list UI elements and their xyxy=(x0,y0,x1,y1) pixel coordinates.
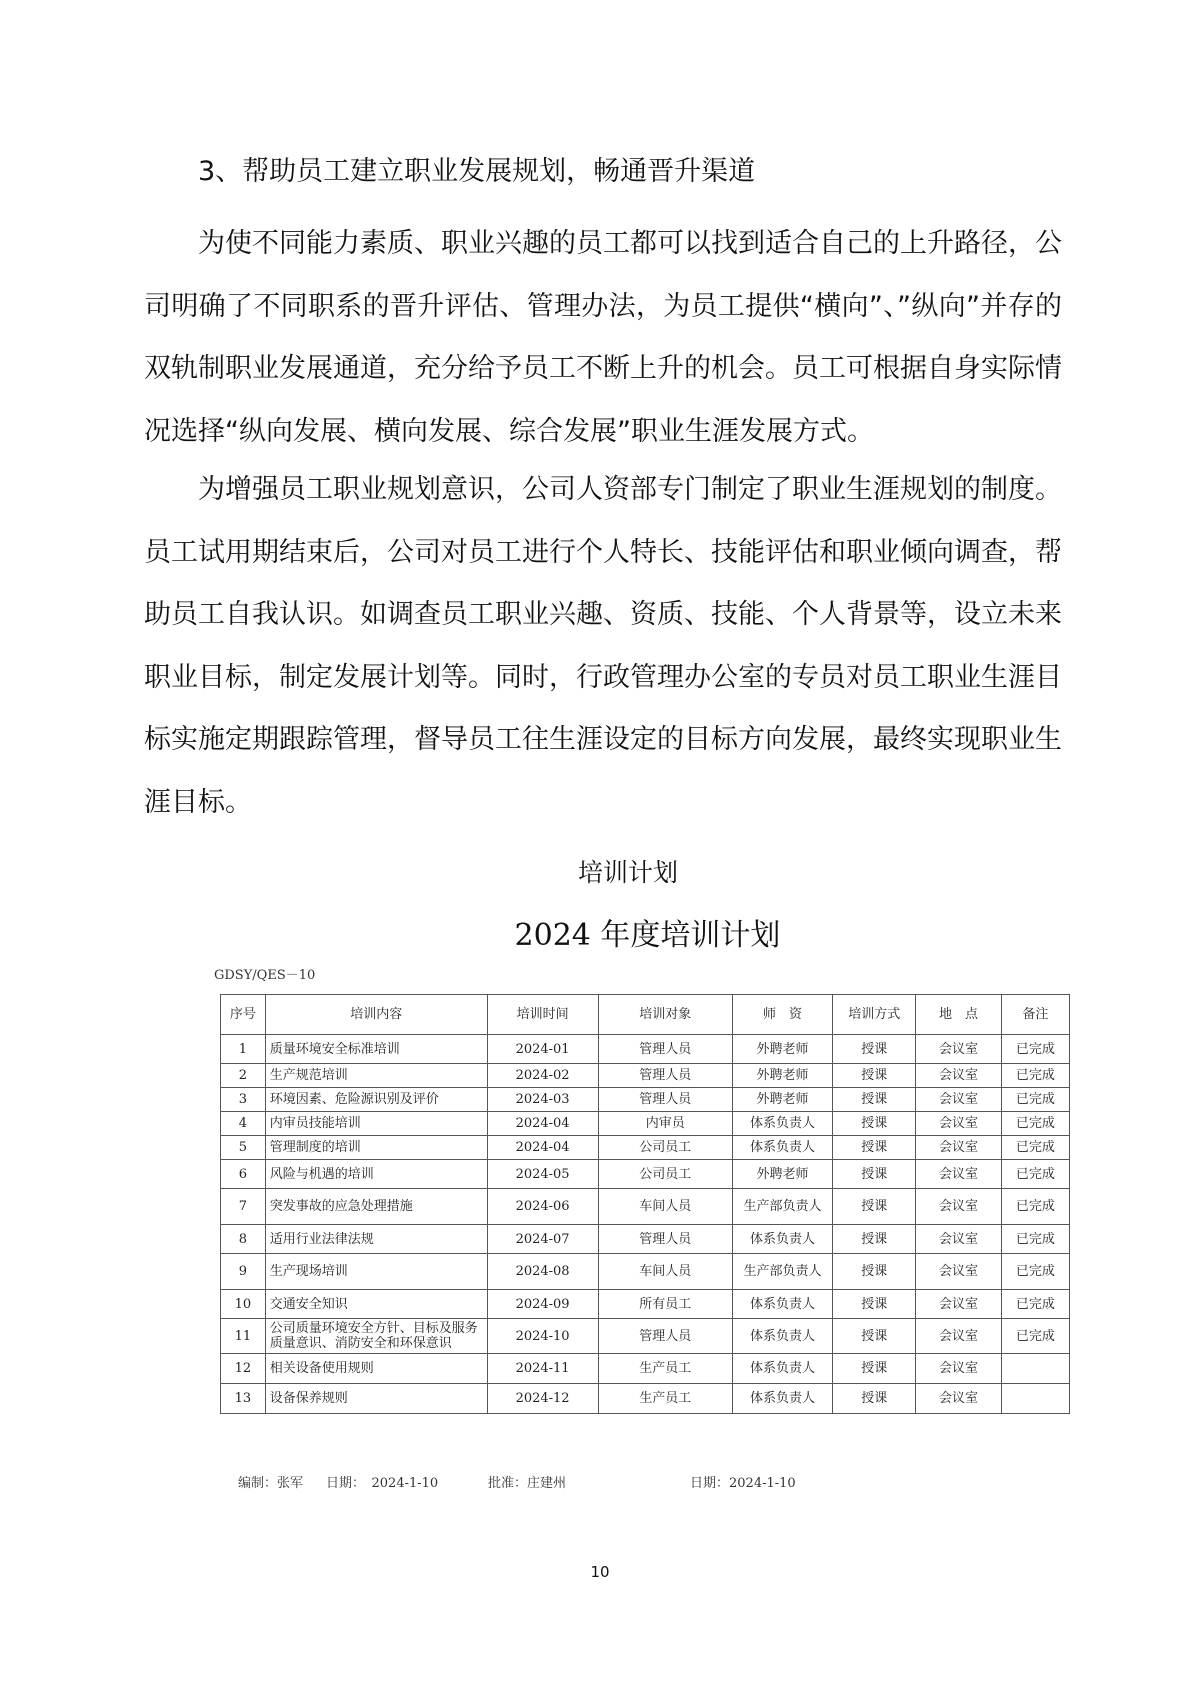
row-index: 11 xyxy=(221,1319,266,1354)
row-target: 管理人员 xyxy=(598,1225,732,1254)
row-location: 会议室 xyxy=(916,1384,1001,1414)
table-row xyxy=(221,1136,1070,1160)
row-trainer: 外聘老师 xyxy=(732,1088,832,1112)
row-method: 授课 xyxy=(833,1290,916,1319)
row-location: 会议室 xyxy=(916,1189,1001,1225)
paragraph-career-paths xyxy=(144,213,1062,463)
row-trainer: 生产部负责人 xyxy=(732,1189,832,1225)
figure-caption: 培训计划 xyxy=(577,858,678,887)
row-time: 2024-02 xyxy=(487,1064,598,1088)
row-index: 6 xyxy=(221,1160,266,1189)
row-index: 10 xyxy=(221,1290,266,1319)
row-index: 4 xyxy=(221,1112,266,1136)
section-heading: 3、帮助员工建立职业发展规划，畅通晋升渠道 xyxy=(198,156,756,187)
header-content: 培训内容 xyxy=(265,995,487,1035)
row-trainer: 生产部负责人 xyxy=(732,1254,832,1290)
table-row xyxy=(221,1112,1070,1136)
row-index: 13 xyxy=(221,1384,266,1414)
row-time: 2024-03 xyxy=(487,1088,598,1112)
row-time: 2024-01 xyxy=(487,1035,598,1064)
row-remark: 已完成 xyxy=(1001,1136,1069,1160)
table-row xyxy=(221,1225,1070,1254)
row-method: 授课 xyxy=(833,1354,916,1384)
row-content: 生产现场培训 xyxy=(265,1254,487,1290)
row-location: 会议室 xyxy=(916,1112,1001,1136)
row-time: 2024-08 xyxy=(487,1254,598,1290)
row-content: 适用行业法律法规 xyxy=(265,1225,487,1254)
row-time: 2024-10 xyxy=(487,1319,598,1354)
table-row xyxy=(221,1384,1070,1414)
row-index: 12 xyxy=(221,1354,266,1384)
row-method: 授课 xyxy=(833,1035,916,1064)
row-remark: 已完成 xyxy=(1001,1035,1069,1064)
row-trainer: 体系负责人 xyxy=(732,1112,832,1136)
row-content: 设备保养规则 xyxy=(265,1384,487,1414)
row-remark: 已完成 xyxy=(1001,1064,1069,1088)
table-row xyxy=(221,1035,1070,1064)
row-trainer: 外聘老师 xyxy=(732,1064,832,1088)
row-target: 生产员工 xyxy=(598,1354,732,1384)
row-content: 质量环境安全标准培训 xyxy=(265,1035,487,1064)
row-method: 授课 xyxy=(833,1189,916,1225)
prepared-by: 编制：张军 xyxy=(238,1476,304,1491)
row-method: 授课 xyxy=(833,1254,916,1290)
table-row xyxy=(221,1088,1070,1112)
training-plan-title: 2024 年度培训计划 xyxy=(514,918,781,953)
row-location: 会议室 xyxy=(916,1254,1001,1290)
row-location: 会议室 xyxy=(916,1290,1001,1319)
paragraph-career-paths-text: 为使不同能力素质、职业兴趣的员工都可以找到适合自己的上升路径，公司明确了不同职系的晋升评估、管理办法，为员工提供“横向”、”纵向”并存的双轨制职业发展通道，充分给予员工不断上升的机会。员工可根据自身实际情况选择“纵向发展、横向发展、综合发展”职业生涯发展方式。 xyxy=(144,228,1062,447)
row-content: 相关设备使用规则 xyxy=(265,1354,487,1384)
table-body xyxy=(221,1035,1070,1414)
row-method: 授课 xyxy=(833,1112,916,1136)
approved-by: 批准：庄建州 xyxy=(488,1476,567,1491)
row-index: 8 xyxy=(221,1225,266,1254)
row-method: 授课 xyxy=(833,1136,916,1160)
row-time: 2024-05 xyxy=(487,1160,598,1189)
row-remark: 已完成 xyxy=(1001,1290,1069,1319)
row-remark: 已完成 xyxy=(1001,1088,1069,1112)
row-trainer: 体系负责人 xyxy=(732,1354,832,1384)
row-location: 会议室 xyxy=(916,1136,1001,1160)
row-target: 车间人员 xyxy=(598,1254,732,1290)
row-remark: 已完成 xyxy=(1001,1319,1069,1354)
table-row xyxy=(221,1160,1070,1189)
row-target: 车间人员 xyxy=(598,1189,732,1225)
row-target: 生产员工 xyxy=(598,1384,732,1414)
row-index: 1 xyxy=(221,1035,266,1064)
row-content: 突发事故的应急处理措施 xyxy=(265,1189,487,1225)
row-index: 5 xyxy=(221,1136,266,1160)
page-number: 10 xyxy=(590,1563,610,1581)
row-index: 7 xyxy=(221,1189,266,1225)
training-plan-table xyxy=(220,994,1070,1414)
row-content: 管理制度的培训 xyxy=(265,1136,487,1160)
row-location: 会议室 xyxy=(916,1035,1001,1064)
row-target: 内审员 xyxy=(598,1112,732,1136)
table-row xyxy=(221,1290,1070,1319)
row-location: 会议室 xyxy=(916,1160,1001,1189)
table-footer xyxy=(238,1472,838,1490)
row-content: 公司质量环境安全方针、目标及服务质量意识、消防安全和环保意识 xyxy=(265,1319,487,1354)
row-method: 授课 xyxy=(833,1160,916,1189)
row-method: 授课 xyxy=(833,1064,916,1088)
row-method: 授课 xyxy=(833,1225,916,1254)
document-code: GDSY/QES－10 xyxy=(214,968,316,983)
header-time: 培训时间 xyxy=(487,995,598,1035)
row-remark: 已完成 xyxy=(1001,1225,1069,1254)
row-content: 生产规范培训 xyxy=(265,1064,487,1088)
row-trainer: 体系负责人 xyxy=(732,1136,832,1160)
header-target: 培训对象 xyxy=(598,995,732,1035)
row-time: 2024-12 xyxy=(487,1384,598,1414)
row-trainer: 体系负责人 xyxy=(732,1384,832,1414)
header-location: 地 点 xyxy=(916,995,1001,1035)
row-remark: 已完成 xyxy=(1001,1189,1069,1225)
row-method: 授课 xyxy=(833,1088,916,1112)
row-trainer: 体系负责人 xyxy=(732,1225,832,1254)
header-method: 培训方式 xyxy=(833,995,916,1035)
row-location: 会议室 xyxy=(916,1354,1001,1384)
table-row xyxy=(221,1064,1070,1088)
row-target: 管理人员 xyxy=(598,1088,732,1112)
header-trainer: 师 资 xyxy=(732,995,832,1035)
table-row xyxy=(221,1254,1070,1290)
row-target: 管理人员 xyxy=(598,1064,732,1088)
prepared-date: 日期： 2024-1-10 xyxy=(326,1476,439,1491)
approved-date: 日期：2024-1-10 xyxy=(690,1476,796,1491)
row-trainer: 体系负责人 xyxy=(732,1319,832,1354)
paragraph-career-planning-text: 为增强员工职业规划意识，公司人资部专门制定了职业生涯规划的制度。员工试用期结束后，公司对员工进行个人特长、技能评估和职业倾向调查，帮助员工自我认识。如调查员工职业兴趣、资质、技能、个人背景等，设立未来职业目标，制定发展计划等。同时，行政管理办公室的专员对员工职业生涯目标实施定期跟踪管理，督导员工往生涯设定的目标方向发展，最终实现职业生涯目标。 xyxy=(144,474,1062,818)
paragraph-career-planning xyxy=(144,459,1062,834)
row-method: 授课 xyxy=(833,1384,916,1414)
row-target: 公司员工 xyxy=(598,1136,732,1160)
row-trainer: 体系负责人 xyxy=(732,1290,832,1319)
row-target: 所有员工 xyxy=(598,1290,732,1319)
row-target: 管理人员 xyxy=(598,1035,732,1064)
header-index: 序号 xyxy=(221,995,266,1035)
row-trainer: 外聘老师 xyxy=(732,1160,832,1189)
row-index: 9 xyxy=(221,1254,266,1290)
row-location: 会议室 xyxy=(916,1064,1001,1088)
row-method: 授课 xyxy=(833,1319,916,1354)
row-content: 内审员技能培训 xyxy=(265,1112,487,1136)
table-row xyxy=(221,1319,1070,1354)
row-time: 2024-06 xyxy=(487,1189,598,1225)
row-target: 管理人员 xyxy=(598,1319,732,1354)
header-remark: 备注 xyxy=(1001,995,1069,1035)
row-remark xyxy=(1001,1384,1069,1414)
row-content: 环境因素、危险源识别及评价 xyxy=(265,1088,487,1112)
row-time: 2024-11 xyxy=(487,1354,598,1384)
row-time: 2024-09 xyxy=(487,1290,598,1319)
row-time: 2024-04 xyxy=(487,1112,598,1136)
row-content: 风险与机遇的培训 xyxy=(265,1160,487,1189)
row-time: 2024-07 xyxy=(487,1225,598,1254)
row-trainer: 外聘老师 xyxy=(732,1035,832,1064)
row-remark: 已完成 xyxy=(1001,1160,1069,1189)
row-time: 2024-04 xyxy=(487,1136,598,1160)
row-location: 会议室 xyxy=(916,1225,1001,1254)
row-remark: 已完成 xyxy=(1001,1112,1069,1136)
row-location: 会议室 xyxy=(916,1088,1001,1112)
table-row xyxy=(221,1189,1070,1225)
table-header-row xyxy=(221,995,1070,1035)
row-index: 2 xyxy=(221,1064,266,1088)
row-location: 会议室 xyxy=(916,1319,1001,1354)
row-remark: 已完成 xyxy=(1001,1254,1069,1290)
row-index: 3 xyxy=(221,1088,266,1112)
row-content: 交通安全知识 xyxy=(265,1290,487,1319)
row-remark xyxy=(1001,1354,1069,1384)
row-target: 公司员工 xyxy=(598,1160,732,1189)
table-row xyxy=(221,1354,1070,1384)
